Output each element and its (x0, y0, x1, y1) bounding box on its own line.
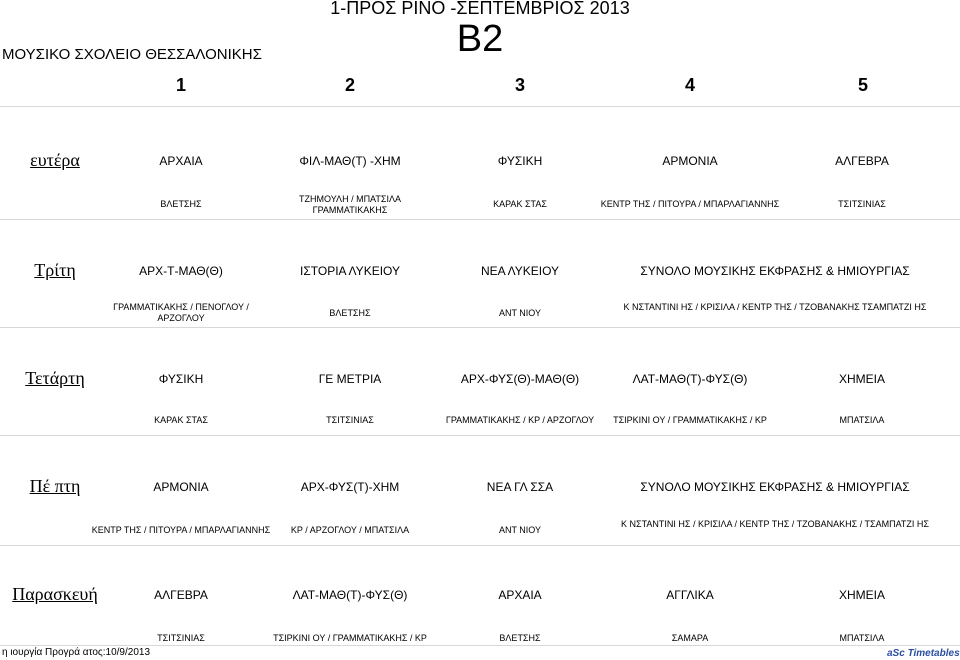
period-number-2: 2 (344, 75, 355, 95)
subject-cell: ΦΥΣΙΚΗ (497, 154, 543, 168)
teacher-cell: ΚΡ / ΑΡΖΟΓΛΟΥ / ΜΠΑΤΣΙΛΑ (290, 525, 410, 535)
subject-cell: ΑΡΧ-ΦΥΣ(Τ)-ΧΗΜ (300, 480, 400, 494)
row-divider (0, 545, 960, 546)
day-label-friday: Παρασκευή (12, 584, 98, 604)
teacher-cell: ΤΣΙΤΣΙΝΙΑΣ (157, 633, 205, 643)
teacher-cell: ΑΝΤ ΝΙΟΥ (498, 525, 542, 535)
day-label-thursday: Πέ πτη (29, 476, 81, 496)
teacher-cell: ΚΕΝΤΡ ΤΗΣ / ΠΙΤΟΥΡΑ / ΜΠΑΡΛΑΓΙΑΝΝΗΣ (91, 525, 271, 535)
day-label-wednesday: Τετάρτη (25, 368, 85, 388)
teacher-cell: ΜΠΑΤΣΙΛΑ (839, 633, 885, 643)
teacher-cell: ΤΖΗΜΟΥΛΗ / ΜΠΑΤΣΙΛΑ ΓΡΑΜΜΑΤΙΚΑΚΗΣ (299, 194, 401, 215)
teacher-cell: Κ ΝΣΤΑΝΤΙΝΙ ΗΣ / ΚΡΙΣΙΛΑ / ΚΕΝΤΡ ΤΗΣ / ΤΖΟΒΑΝΑΚΗΣ / ΤΣΑΜΠΑΤΖΙ ΗΣ (621, 519, 929, 529)
subject-cell: ΦΥΣΙΚΗ (158, 372, 204, 386)
teacher-cell: Κ ΝΣΤΑΝΤΙΝΙ ΗΣ / ΚΡΙΣΙΛΑ / ΚΕΝΤΡ ΤΗΣ / ΤΖΟΒΑΝΑΚΗΣ ΤΣΑΜΠΑΤΖΙ ΗΣ (623, 302, 927, 312)
subject-cell: ΧΗΜΕΙΑ (838, 372, 886, 386)
subject-cell: ΣΥΝΟΛΟ ΜΟΥΣΙΚΗΣ ΕΚΦΡΑΣΗΣ & ΗΜΙΟΥΡΓΙΑΣ (640, 480, 910, 494)
teacher-cell: ΣΑΜΑΡΑ (671, 633, 709, 643)
subject-cell: ΑΡΧ-ΦΥΣ(Θ)-ΜΑΘ(Θ) (460, 372, 580, 386)
teacher-cell: ΓΡΑΜΜΑΤΙΚΑΚΗΣ / ΚΡ / ΑΡΖΟΓΛΟΥ (445, 415, 595, 425)
subject-cell: ΦΙΛ-ΜΑΘ(Τ) -ΧΗΜ (299, 154, 401, 168)
teacher-cell: ΚΕΝΤΡ ΤΗΣ / ΠΙΤΟΥΡΑ / ΜΠΑΡΛΑΓΙΑΝΝΗΣ (600, 199, 780, 209)
subject-cell: ΑΡΜΟΝΙΑ (662, 154, 718, 168)
subject-cell: ΑΡΧΑΙΑ (498, 588, 542, 602)
subject-cell: ΓΕ ΜΕΤΡΙΑ (318, 372, 382, 386)
day-label-tuesday: Τρίτη (34, 260, 76, 280)
teacher-cell: ΒΛΕΤΣΗΣ (329, 308, 371, 318)
row-divider (0, 435, 960, 436)
row-divider (0, 645, 960, 646)
subject-cell: ΑΓΓΛΙΚΑ (666, 588, 714, 602)
teacher-cell: ΓΡΑΜΜΑΤΙΚΑΚΗΣ / ΠΕΝΟΓΛΟΥ / ΑΡΖΟΓΛΟΥ (113, 302, 249, 323)
teacher-cell: ΜΠΑΤΣΙΛΑ (839, 415, 885, 425)
generated-date: η ιουργία Προγρά ατος:10/9/2013 (2, 647, 151, 658)
subject-cell: ΛΑΤ-ΜΑΘ(Τ)-ΦΥΣ(Θ) (632, 372, 748, 386)
period-number-5: 5 (857, 75, 868, 95)
teacher-cell: ΚΑΡΑΚ ΣΤΑΣ (493, 199, 547, 209)
subject-cell: ΑΡΧΑΙΑ (159, 154, 203, 168)
teacher-cell: ΤΣΙΡΚΙΝΙ ΟΥ / ΓΡΑΜΜΑΤΙΚΑΚΗΣ / ΚΡ (273, 633, 427, 643)
subject-cell: ΙΣΤΟΡΙΑ ΛΥΚΕΙΟΥ (300, 264, 400, 278)
period-number-1: 1 (175, 75, 186, 95)
class-name: B2 (456, 18, 504, 60)
subject-cell: ΑΛΓΕΒΡΑ (835, 154, 889, 168)
teacher-cell: ΚΑΡΑΚ ΣΤΑΣ (154, 415, 208, 425)
teacher-cell: ΒΛΕΤΣΗΣ (499, 633, 541, 643)
subject-cell: ΧΗΜΕΙΑ (838, 588, 886, 602)
row-divider (0, 106, 960, 107)
school-name: ΜΟΥΣΙΚΟ ΣΧΟΛΕΙΟ ΘΕΣΣΑΛΟΝΙΚΗΣ (2, 46, 262, 63)
period-number-4: 4 (684, 75, 695, 95)
subject-cell: ΑΡΜΟΝΙΑ (153, 480, 209, 494)
subject-cell: ΝΕΑ ΓΛ ΣΣΑ (486, 480, 554, 494)
teacher-cell: ΒΛΕΤΣΗΣ (160, 199, 202, 209)
subject-cell: ΛΑΤ-ΜΑΘ(Τ)-ΦΥΣ(Θ) (292, 588, 408, 602)
subject-cell: ΑΛΓΕΒΡΑ (154, 588, 208, 602)
period-number-3: 3 (514, 75, 525, 95)
teacher-cell: ΤΣΙΤΣΙΝΙΑΣ (326, 415, 374, 425)
row-divider (0, 219, 960, 220)
day-label-monday: ευτέρα (30, 150, 80, 170)
teacher-cell: ΤΣΙΤΣΙΝΙΑΣ (838, 199, 886, 209)
teacher-cell: ΤΣΙΡΚΙΝΙ ΟΥ / ΓΡΑΜΜΑΤΙΚΑΚΗΣ / ΚΡ (613, 415, 767, 425)
row-divider (0, 327, 960, 328)
subject-cell: ΣΥΝΟΛΟ ΜΟΥΣΙΚΗΣ ΕΚΦΡΑΣΗΣ & ΗΜΙΟΥΡΓΙΑΣ (640, 264, 910, 278)
brand-logo: aSc Timetables (887, 648, 960, 659)
teacher-cell: ΑΝΤ ΝΙΟΥ (498, 308, 542, 318)
page-title: 1-ΠΡΟΣ ΡΙΝΟ -ΣΕΠΤΕΜΒΡΙΟΣ 2013 (330, 0, 630, 18)
subject-cell: ΝΕΑ ΛΥΚΕΙΟΥ (480, 264, 560, 278)
subject-cell: ΑΡΧ-Τ-ΜΑΘ(Θ) (139, 264, 223, 278)
